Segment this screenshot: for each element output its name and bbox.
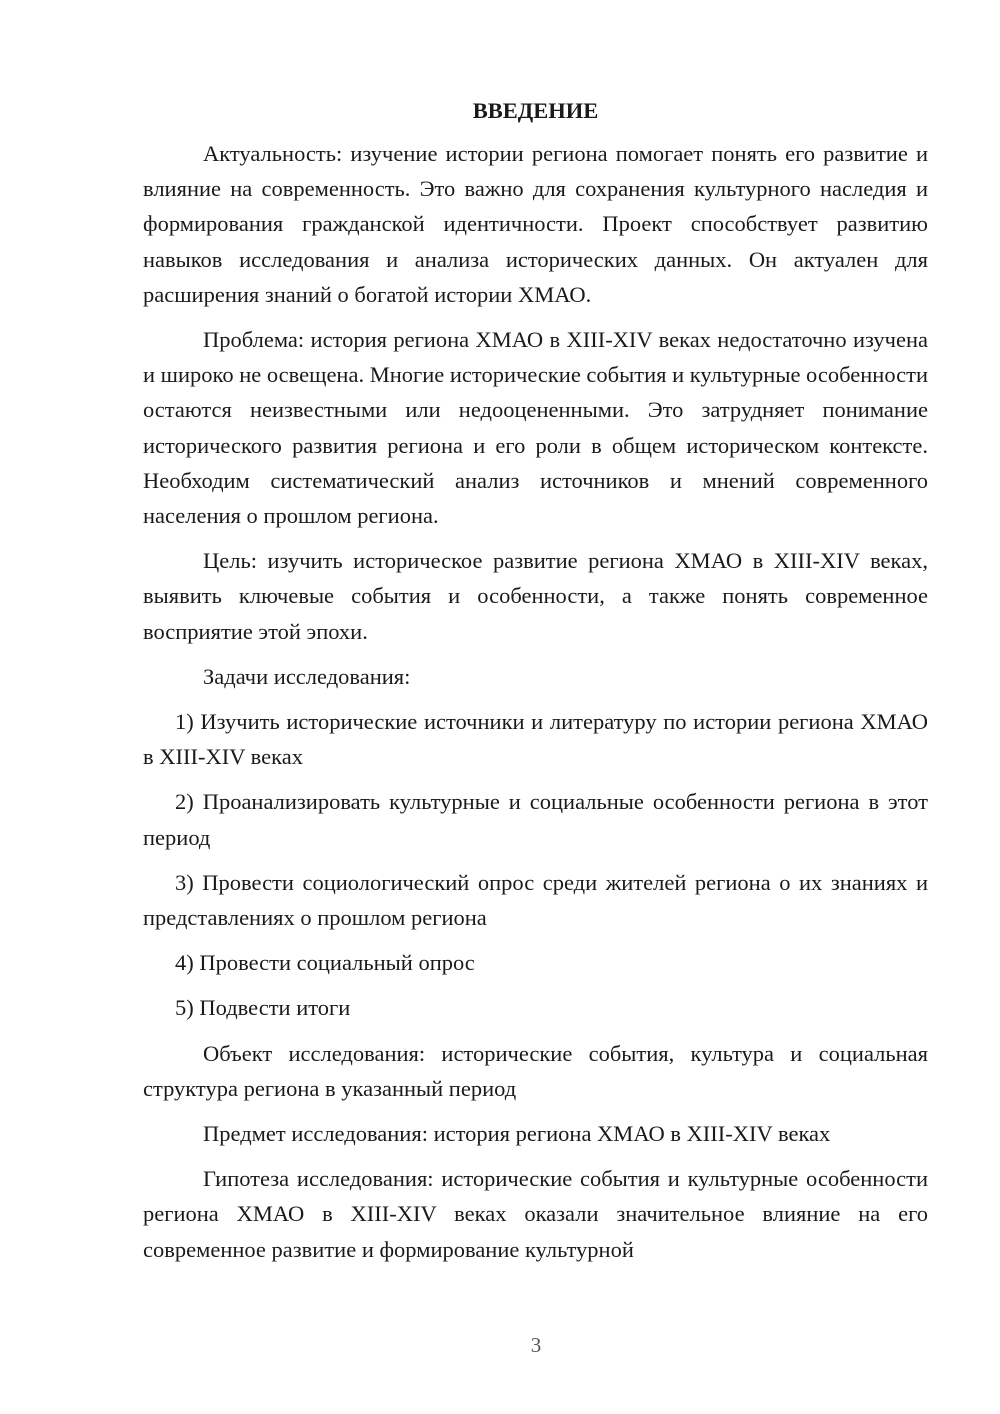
page-number: 3 — [530, 1333, 542, 1357]
task-item-5: 5) Подвести итоги — [175, 995, 351, 1021]
task-item-1: 1) Изучить исторические источники и литературу по истории региона ХМАО в XIII-XIV веках — [143, 709, 928, 770]
paragraph-hypothesis: Гипотеза исследования: исторические события и культурные особенности региона ХМАО в XIII-XIV веках оказали значительное влияние на его современное развитие и формирование культурной — [143, 1166, 928, 1262]
paragraph-goal: Цель: изучить историческое развитие региона ХМАО в XIII-XIV веках, выявить ключевые события и особенности, а также понять современное восприятие этой эпохи. — [143, 548, 928, 644]
page-title: ВВЕДЕНИЕ — [472, 98, 599, 123]
paragraph-tasks-heading: Задачи исследования: — [203, 663, 411, 689]
task-item-2: 2) Проанализировать культурные и социальные особенности региона в этот период — [143, 789, 928, 850]
task-item-3: 3) Провести социологический опрос среди жителей региона о их знаниях и представлениях о прошлом региона — [143, 869, 928, 931]
paragraph-problem: Проблема: история региона ХМАО в XIII-XIV веках недостаточно изучена и широко не освещена. Многие исторические события и культурные особенности остаются неизвестными или недооцененными. Это затрудняет понимание исторического развития региона и его роли в общем историческом контексте. Необходим систематический анализ источников и мнений современного населения о прошлом региона. — [143, 327, 928, 529]
paragraph-relevance: Актуальность: изучение истории региона помогает понять его развитие и влияние на современность. Это важно для сохранения культурного наследия и формирования гражданской идентичности. Проект способствует развитию навыков исследования и анализа исторических данных. Он актуален для расширения знаний о богатой истории ХМАО. — [143, 141, 928, 307]
paragraph-object: Объект исследования: исторические события, культура и социальная структура региона в указанный период — [143, 1040, 928, 1101]
page-content — [143, 96, 928, 1277]
paragraph-subject: Предмет исследования: история региона ХМАО в XIII-XIV веках — [203, 1121, 831, 1147]
task-item-4: 4) Провести социальный опрос — [175, 950, 475, 976]
